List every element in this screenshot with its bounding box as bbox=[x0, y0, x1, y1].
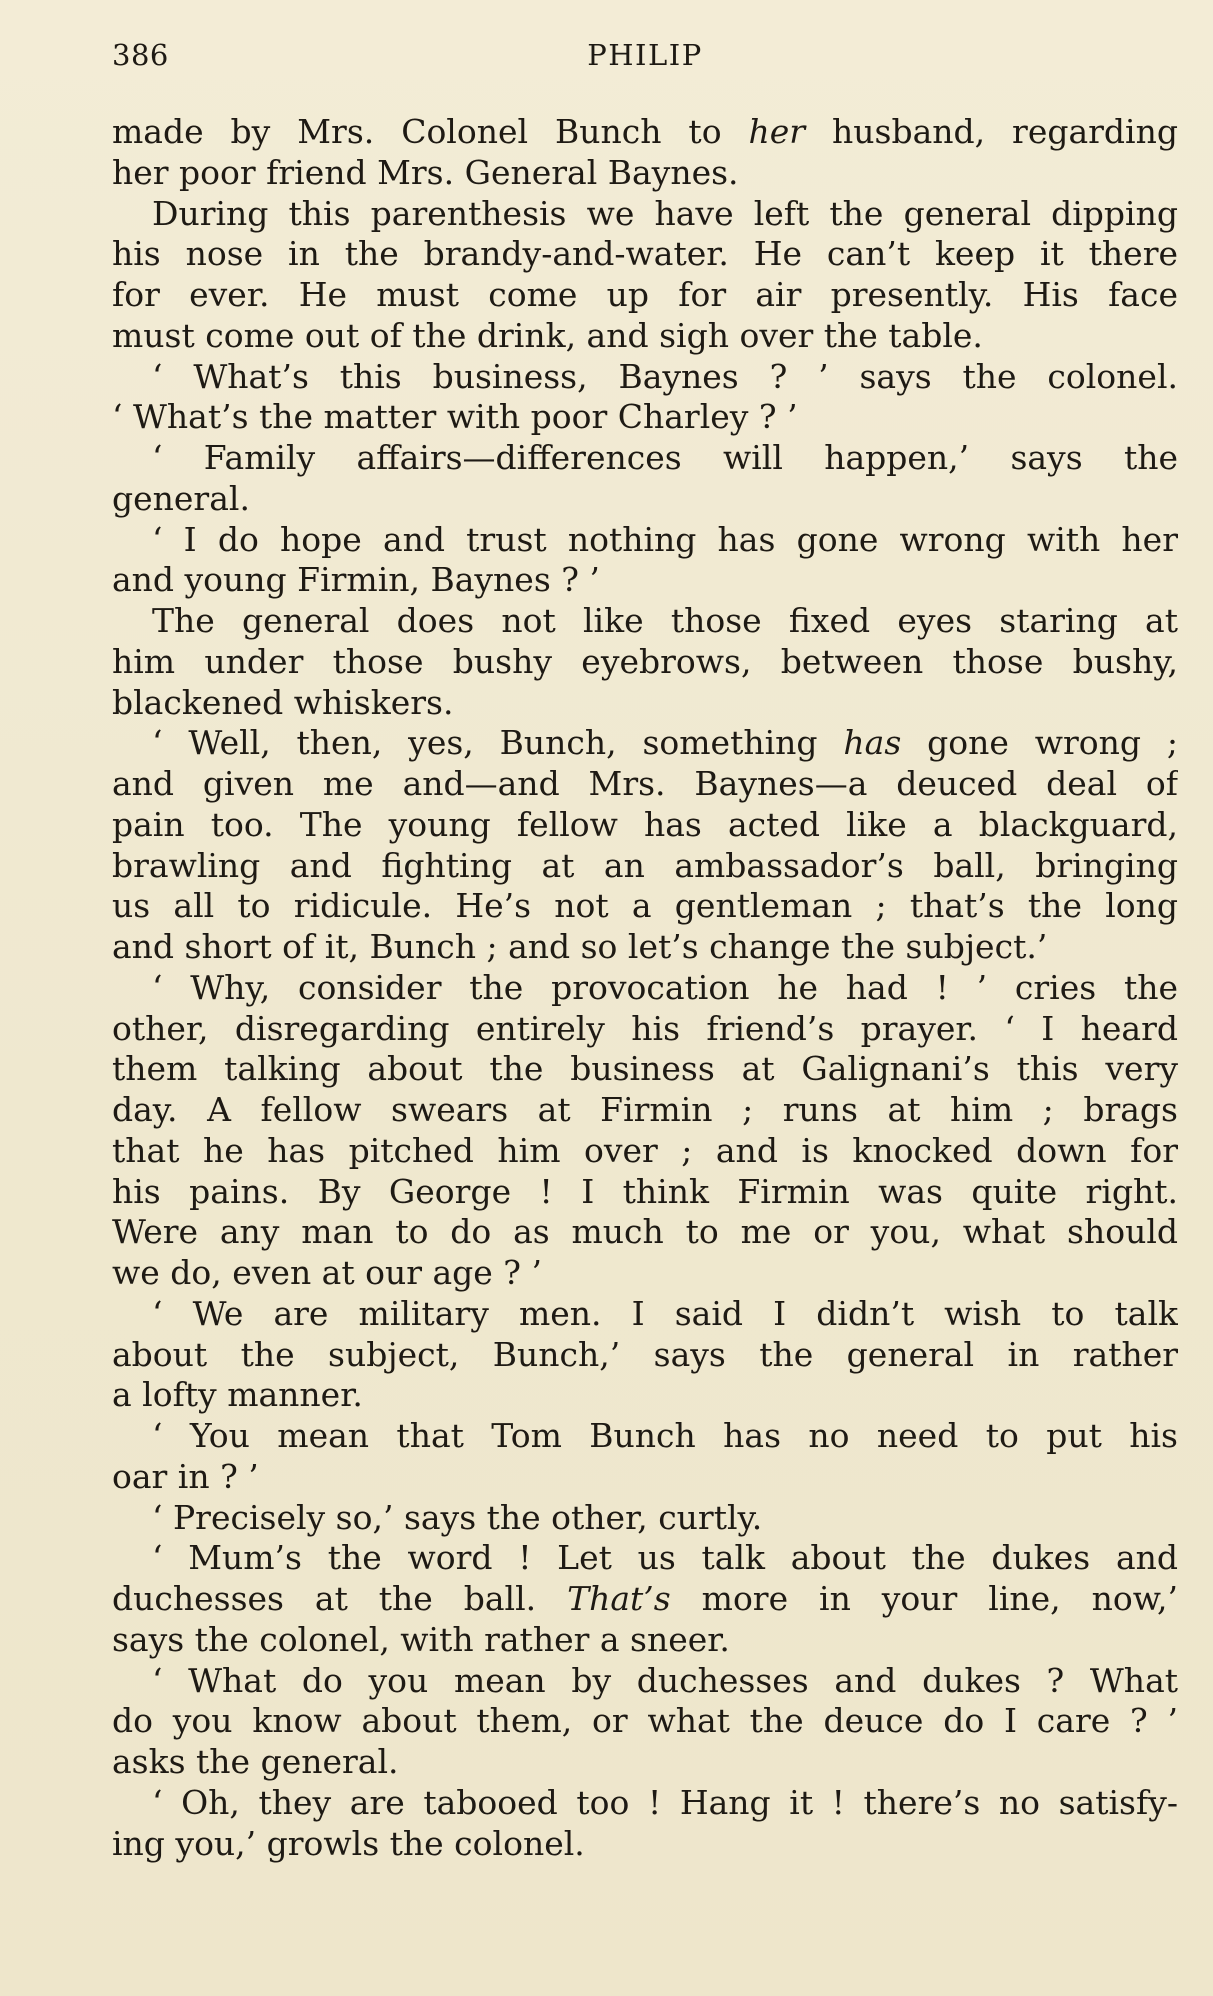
text-run: them talking about the business at Galignani’s this very bbox=[112, 1049, 1178, 1089]
text-run: blackened whiskers. bbox=[112, 682, 454, 722]
text-run: and young Firmin, Baynes ? ’ bbox=[112, 560, 600, 600]
text-line bbox=[112, 805, 1178, 846]
text-run: ‘ Well, then, yes, Bunch, something bbox=[152, 723, 844, 763]
text-run: ‘ Mum’s the word ! Let us talk about the dukes and bbox=[152, 1538, 1178, 1578]
text-run: made by Mrs. Colonel Bunch to bbox=[112, 112, 749, 151]
text-line bbox=[112, 1701, 1178, 1742]
text-run: a lofty manner. bbox=[112, 1375, 363, 1415]
text-line bbox=[112, 1498, 1178, 1539]
text-run: During this parenthesis we have left the general dipping bbox=[152, 193, 1178, 233]
text-line bbox=[112, 275, 1178, 316]
text-run: must come out of the drink, and sigh over the table. bbox=[112, 315, 983, 355]
text-line bbox=[112, 642, 1178, 683]
text-line bbox=[112, 1212, 1178, 1253]
text-run: Were any man to do as much to me or you, what should bbox=[112, 1212, 1178, 1252]
italic-text: That’s bbox=[567, 1579, 671, 1618]
text-line bbox=[112, 1579, 1178, 1620]
text-run: The general does not like those fixed eyes staring at bbox=[152, 601, 1178, 640]
text-run: his pains. By George ! I think Firmin was quite right. bbox=[112, 1171, 1178, 1211]
text-line bbox=[112, 1253, 1178, 1294]
page-header bbox=[112, 38, 1178, 82]
text-line bbox=[112, 479, 1178, 520]
italic-text: has bbox=[843, 723, 902, 763]
text-run: ‘ What’s the matter with poor Charley ? ’ bbox=[112, 397, 798, 437]
text-run: and short of it, Bunch ; and so let’s change the subject.’ bbox=[112, 927, 1048, 966]
text-run: ‘ Precisely so,’ says the other, curtly. bbox=[152, 1497, 763, 1537]
text-run: us all to ridicule. He’s not a gentleman ; that’s the long bbox=[112, 886, 1178, 926]
text-line bbox=[112, 886, 1178, 927]
text-run: pain too. The young fellow has acted like a blackguard, bbox=[112, 804, 1178, 844]
text-run: and given me and—and Mrs. Baynes—a deuced deal of bbox=[112, 764, 1178, 803]
text-run: for ever. He must come up for air presently. His face bbox=[112, 275, 1178, 314]
text-line bbox=[112, 438, 1178, 479]
text-line bbox=[112, 1416, 1178, 1457]
text-line bbox=[112, 683, 1178, 724]
text-run: husband, regarding bbox=[805, 112, 1178, 151]
text-run: ‘ What’s this business, Baynes ? ’ says the colonel. bbox=[152, 356, 1178, 396]
text-line bbox=[112, 1131, 1178, 1172]
text-run: says the colonel, with rather a sneer. bbox=[112, 1619, 730, 1659]
text-line bbox=[112, 1049, 1178, 1090]
text-run: ‘ We are military men. I said I didn’t wish to talk bbox=[152, 1293, 1178, 1333]
text-run: duchesses at the ball. bbox=[112, 1579, 568, 1618]
text-line bbox=[112, 1538, 1178, 1579]
text-run: ‘ I do hope and trust nothing has gone wrong with her bbox=[152, 519, 1178, 559]
text-line bbox=[112, 560, 1178, 601]
text-line bbox=[112, 723, 1178, 764]
text-line bbox=[112, 1620, 1178, 1661]
text-line bbox=[112, 1824, 1178, 1865]
text-line bbox=[112, 1009, 1178, 1050]
text-line bbox=[112, 1661, 1178, 1702]
text-run: ‘ Family affairs—differences will happen,’ says the bbox=[152, 438, 1178, 477]
text-line bbox=[112, 112, 1178, 153]
running-title: PHILIP bbox=[587, 38, 703, 72]
text-run: we do, even at our age ? ’ bbox=[112, 1253, 542, 1292]
page-number: 386 bbox=[112, 38, 169, 72]
text-line bbox=[112, 316, 1178, 357]
text-line bbox=[112, 234, 1178, 275]
text-line bbox=[112, 1172, 1178, 1213]
text-line bbox=[112, 968, 1178, 1009]
text-run: her poor friend Mrs. General Baynes. bbox=[112, 152, 739, 192]
text-line bbox=[112, 927, 1178, 968]
text-line bbox=[112, 1090, 1178, 1131]
text-line bbox=[112, 846, 1178, 887]
text-run: about the subject, Bunch,’ says the general in rather bbox=[112, 1334, 1178, 1374]
text-run: ‘ Why, consider the provocation he had ! ’ cries the bbox=[152, 967, 1178, 1007]
text-run: do you know about them, or what the deuce do I care ? ’ bbox=[112, 1701, 1178, 1741]
text-run: ‘ What do you mean by duchesses and dukes ? What bbox=[152, 1660, 1178, 1700]
italic-text: her bbox=[748, 112, 806, 151]
text-run: general. bbox=[112, 478, 250, 518]
text-line bbox=[112, 1375, 1178, 1416]
text-run: him under those bushy eyebrows, between those bushy, bbox=[112, 641, 1178, 681]
text-run: more in your line, now,’ bbox=[670, 1579, 1178, 1618]
text-line bbox=[112, 1335, 1178, 1376]
text-run: his nose in the brandy-and-water. He can’t keep it there bbox=[112, 234, 1178, 274]
text-run: gone wrong ; bbox=[901, 723, 1178, 763]
text-line bbox=[112, 1294, 1178, 1335]
text-run: other, disregarding entirely his friend’s prayer. ‘ I heard bbox=[112, 1008, 1178, 1048]
text-line bbox=[112, 1457, 1178, 1498]
text-line bbox=[112, 194, 1178, 235]
text-line bbox=[112, 764, 1178, 805]
text-line bbox=[112, 1742, 1178, 1783]
text-run: ‘ Oh, they are tabooed too ! Hang it ! there’s no satisfy- bbox=[152, 1782, 1178, 1822]
text-line bbox=[112, 520, 1178, 561]
text-run: brawling and fighting at an ambassador’s ball, bringing bbox=[112, 845, 1178, 885]
text-line bbox=[112, 601, 1178, 642]
text-line bbox=[112, 1783, 1178, 1824]
text-run: ‘ You mean that Tom Bunch has no need to put his bbox=[152, 1416, 1178, 1455]
body-text bbox=[112, 112, 1178, 1864]
text-line bbox=[112, 397, 1178, 438]
text-run: ing you,’ growls the colonel. bbox=[112, 1823, 585, 1863]
text-run: asks the general. bbox=[112, 1742, 399, 1781]
text-line bbox=[112, 357, 1178, 398]
text-run: day. A fellow swears at Firmin ; runs at him ; brags bbox=[112, 1090, 1178, 1129]
text-run: oar in ? ’ bbox=[112, 1456, 259, 1496]
text-run: that he has pitched him over ; and is knocked down for bbox=[112, 1130, 1178, 1170]
text-line bbox=[112, 153, 1178, 194]
